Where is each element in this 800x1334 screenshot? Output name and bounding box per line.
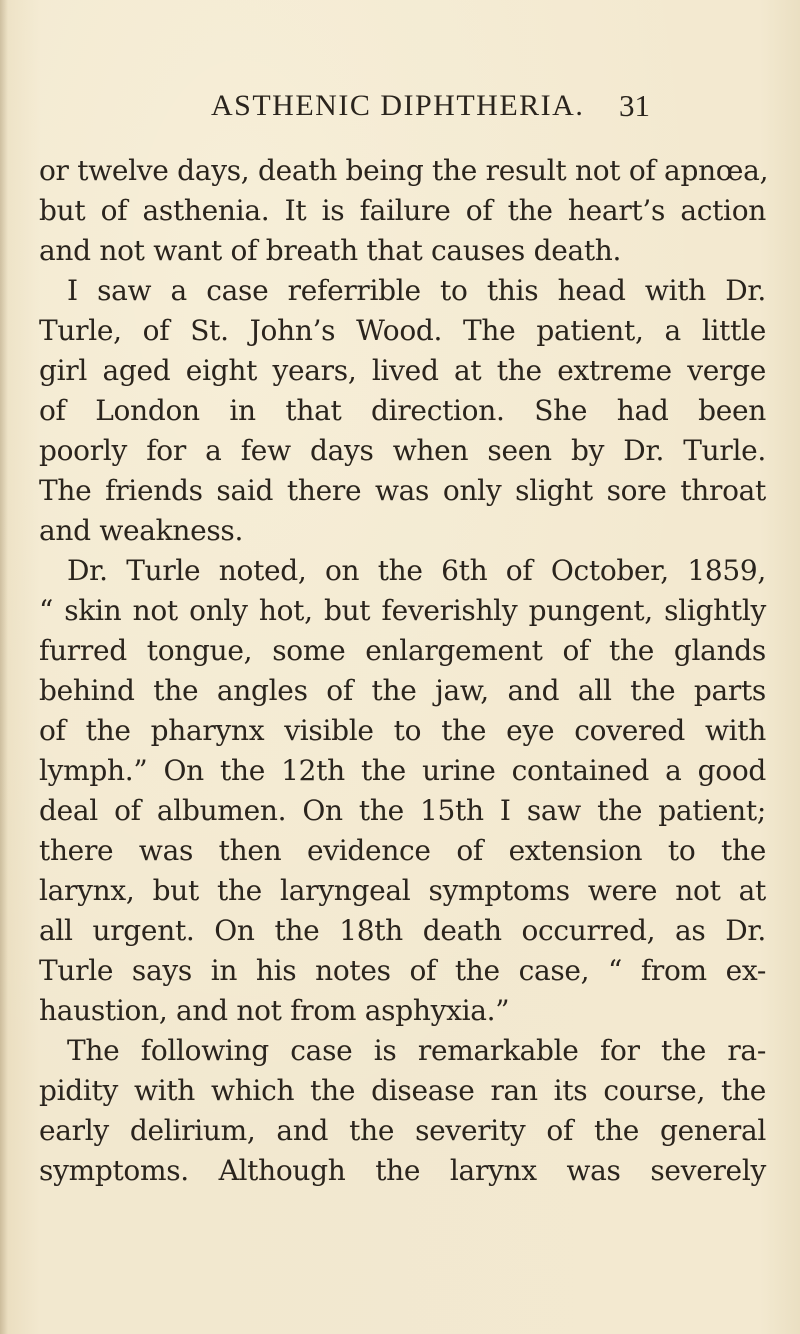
text-line: or twelve days, death being the result not of apnœa, [39, 154, 769, 187]
text-line: girl aged eight years, lived at the extreme verge [39, 354, 766, 387]
text-line: pidity with which the disease ran its course, the [39, 1074, 766, 1107]
text-line: poorly for a few days when seen by Dr. Turle. [39, 434, 766, 467]
text-line: Turle says in his notes of the case, “ from ex- [39, 954, 766, 987]
running-title: ASTHENIC DIPHTHERIA. [211, 89, 585, 122]
gutter-shadow [0, 0, 8, 1334]
text-line: but of asthenia. It is failure of the heart’s action [39, 194, 766, 227]
text-line: symptoms. Although the larynx was severely [39, 1154, 766, 1187]
text-line: lymph.” On the 12th the urine contained a good [39, 754, 766, 787]
text-line: of London in that direction. She had been [39, 394, 766, 427]
text-line: “ skin not only hot, but feverishly pungent, slightly [39, 594, 766, 627]
text-line: and not want of breath that causes death. [39, 234, 622, 267]
text-line: early delirium, and the severity of the general [39, 1114, 766, 1147]
text-line: all urgent. On the 18th death occurred, as Dr. [39, 914, 766, 947]
text-line: The friends said there was only slight sore throat [39, 474, 766, 507]
page-number: 31 [619, 88, 650, 123]
text-line: I saw a case referrible to this head with Dr. [67, 274, 766, 307]
text-line: Dr. Turle noted, on the 6th of October, 1859, [67, 554, 766, 587]
text-line: there was then evidence of extension to the [39, 834, 766, 867]
text-line: The following case is remarkable for the ra- [67, 1034, 766, 1067]
text-line: of the pharynx visible to the eye covered with [39, 714, 766, 747]
text-line: haustion, and not from asphyxia.” [39, 994, 510, 1027]
text-line: larynx, but the laryngeal symptoms were not at [39, 874, 766, 907]
text-line: furred tongue, some enlargement of the glands [39, 634, 766, 667]
text-line: behind the angles of the jaw, and all the parts [39, 674, 766, 707]
text-line: and weakness. [39, 514, 244, 547]
body-text [39, 151, 769, 1191]
text-line: Turle, of St. John’s Wood. The patient, a little [39, 314, 766, 347]
running-head [0, 86, 800, 126]
text-line: deal of albumen. On the 15th I saw the patient; [39, 794, 766, 827]
